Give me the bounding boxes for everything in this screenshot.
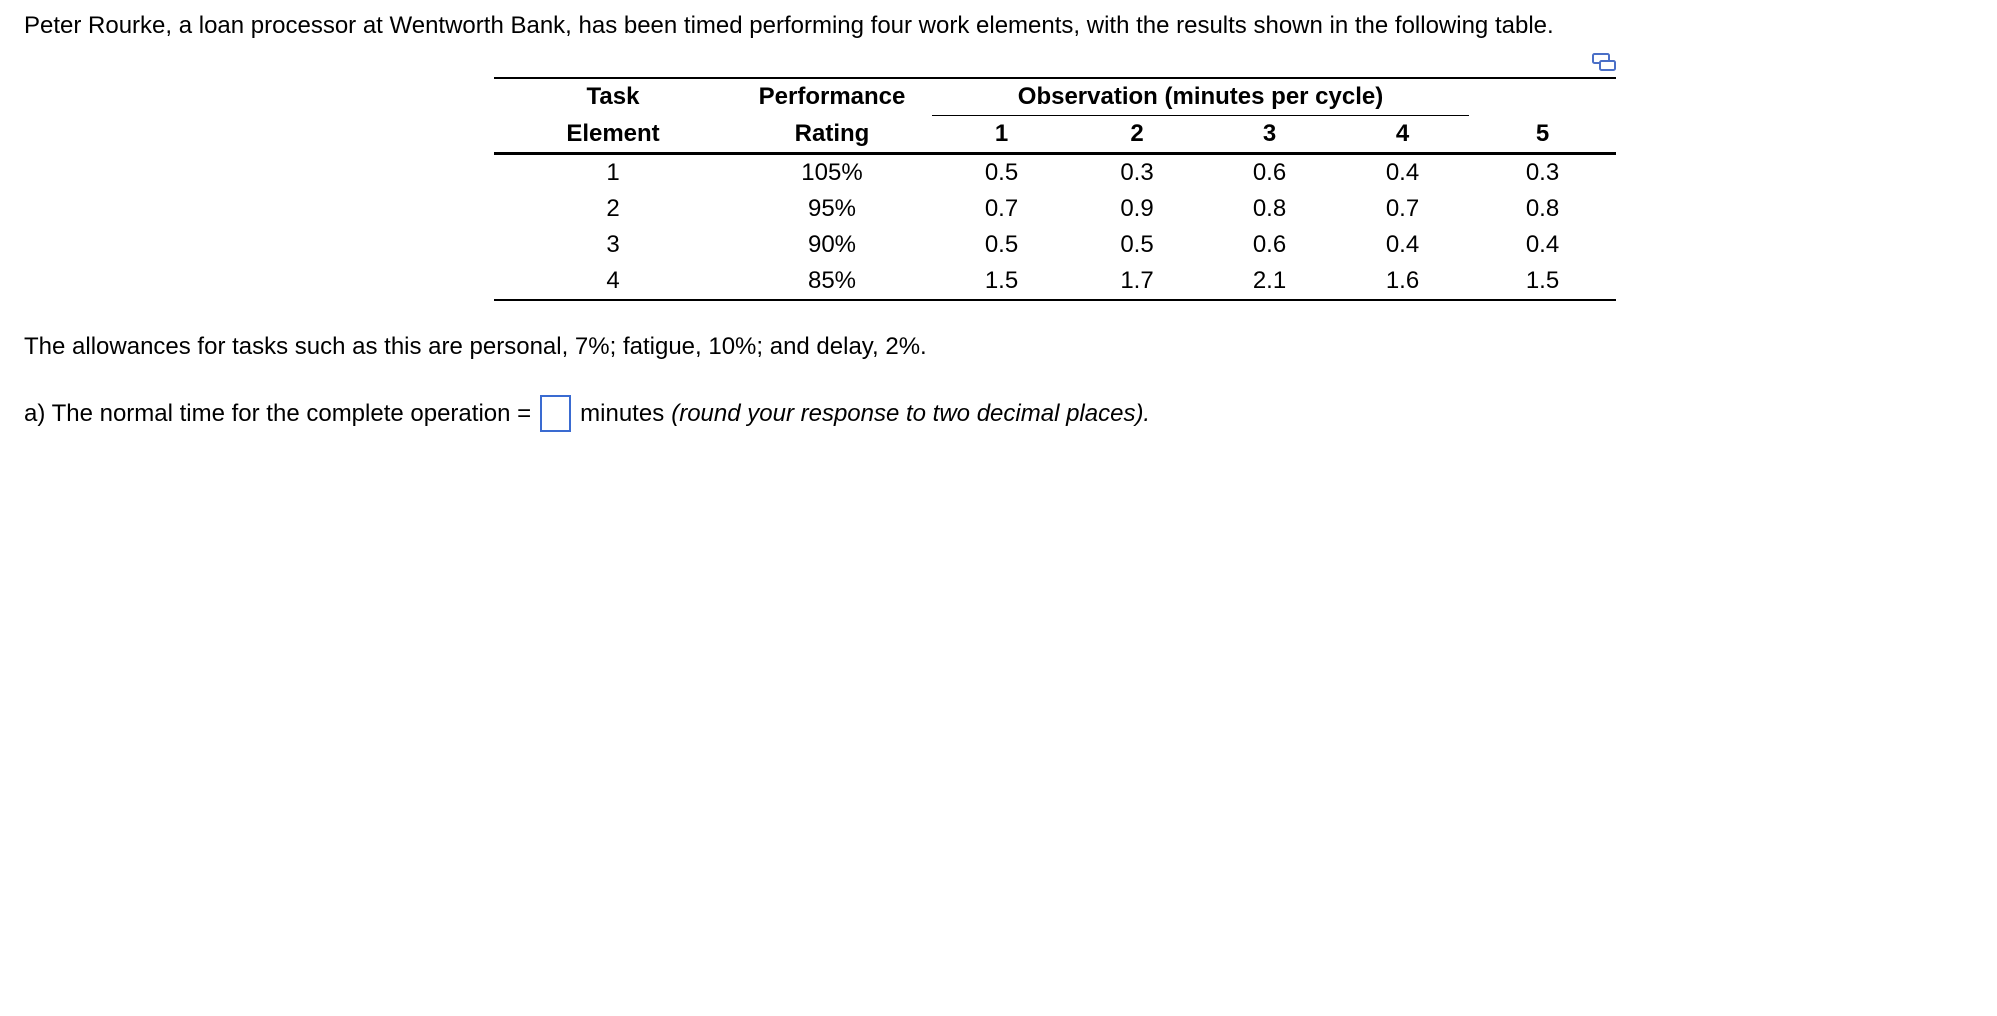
cell-obs: 0.6 xyxy=(1252,159,1287,186)
cell-element: 3 xyxy=(606,231,620,258)
table-row xyxy=(494,191,1616,227)
header-obs-4: 4 xyxy=(1336,116,1469,154)
cell-obs: 0.3 xyxy=(1120,159,1154,186)
cell-obs: 1.5 xyxy=(932,263,1071,300)
cell-obs: 1.7 xyxy=(1071,263,1203,300)
cell-element: 2 xyxy=(606,195,620,222)
cell-obs: 0.3 xyxy=(1525,159,1560,186)
table-row xyxy=(494,263,1616,300)
cell-obs: 0.8 xyxy=(1525,195,1560,222)
cell-obs: 0.4 xyxy=(1525,231,1560,258)
question-unit: minutes xyxy=(580,399,665,427)
work-element-table xyxy=(494,77,1616,301)
cell-obs: 1.6 xyxy=(1336,263,1469,300)
header-element: Element xyxy=(494,116,732,154)
table-row xyxy=(494,154,1616,192)
cell-rating: 90% xyxy=(807,231,857,258)
cell-obs: 0.7 xyxy=(984,195,1019,222)
header-obs-2: 2 xyxy=(1071,116,1203,154)
cell-obs: 0.5 xyxy=(1120,231,1154,258)
cell-element: 1 xyxy=(606,159,620,186)
header-performance: Performance xyxy=(732,78,932,116)
header-blank xyxy=(1469,78,1616,116)
cell-obs: 0.5 xyxy=(984,159,1019,186)
allowances-text: The allowances for tasks such as this are personal, 7%; fatigue, 10%; and delay, 2%. xyxy=(24,333,927,360)
header-obs-5: 5 xyxy=(1469,116,1616,154)
normal-time-answer-input[interactable] xyxy=(540,395,571,432)
header-observation-group: Observation (minutes per cycle) xyxy=(932,78,1469,116)
header-obs-3: 3 xyxy=(1203,116,1336,154)
cell-obs: 0.7 xyxy=(1385,195,1420,222)
table-row xyxy=(494,227,1616,263)
cell-obs: 0.8 xyxy=(1252,195,1287,222)
copy-table-icon[interactable] xyxy=(1591,51,1617,73)
question-hint: (round your response to two decimal places). xyxy=(671,399,1151,427)
cell-obs: 0.6 xyxy=(1252,231,1287,258)
cell-obs: 0.5 xyxy=(984,231,1019,258)
intro-text: Peter Rourke, a loan processor at Wentworth Bank, has been timed performing four work elements, with the results shown in the following table. xyxy=(24,12,1554,39)
header-rating: Rating xyxy=(732,116,932,154)
question-a xyxy=(24,395,1150,432)
header-obs-1: 1 xyxy=(932,116,1071,154)
header-row-2 xyxy=(494,116,1616,154)
cell-element: 4 xyxy=(494,263,732,300)
cell-obs: 2.1 xyxy=(1203,263,1336,300)
header-task: Task xyxy=(494,78,732,116)
question-prefix: a) The normal time for the complete operation = xyxy=(24,399,532,427)
cell-obs: 1.5 xyxy=(1469,263,1616,300)
cell-obs: 0.4 xyxy=(1385,159,1420,186)
cell-rating: 105% xyxy=(801,159,863,186)
header-row-1 xyxy=(494,78,1616,116)
cell-obs: 0.9 xyxy=(1120,195,1154,222)
cell-rating: 85% xyxy=(732,263,932,300)
work-element-table-container xyxy=(494,77,1616,301)
cell-obs: 0.4 xyxy=(1385,231,1420,258)
cell-rating: 95% xyxy=(807,195,857,222)
